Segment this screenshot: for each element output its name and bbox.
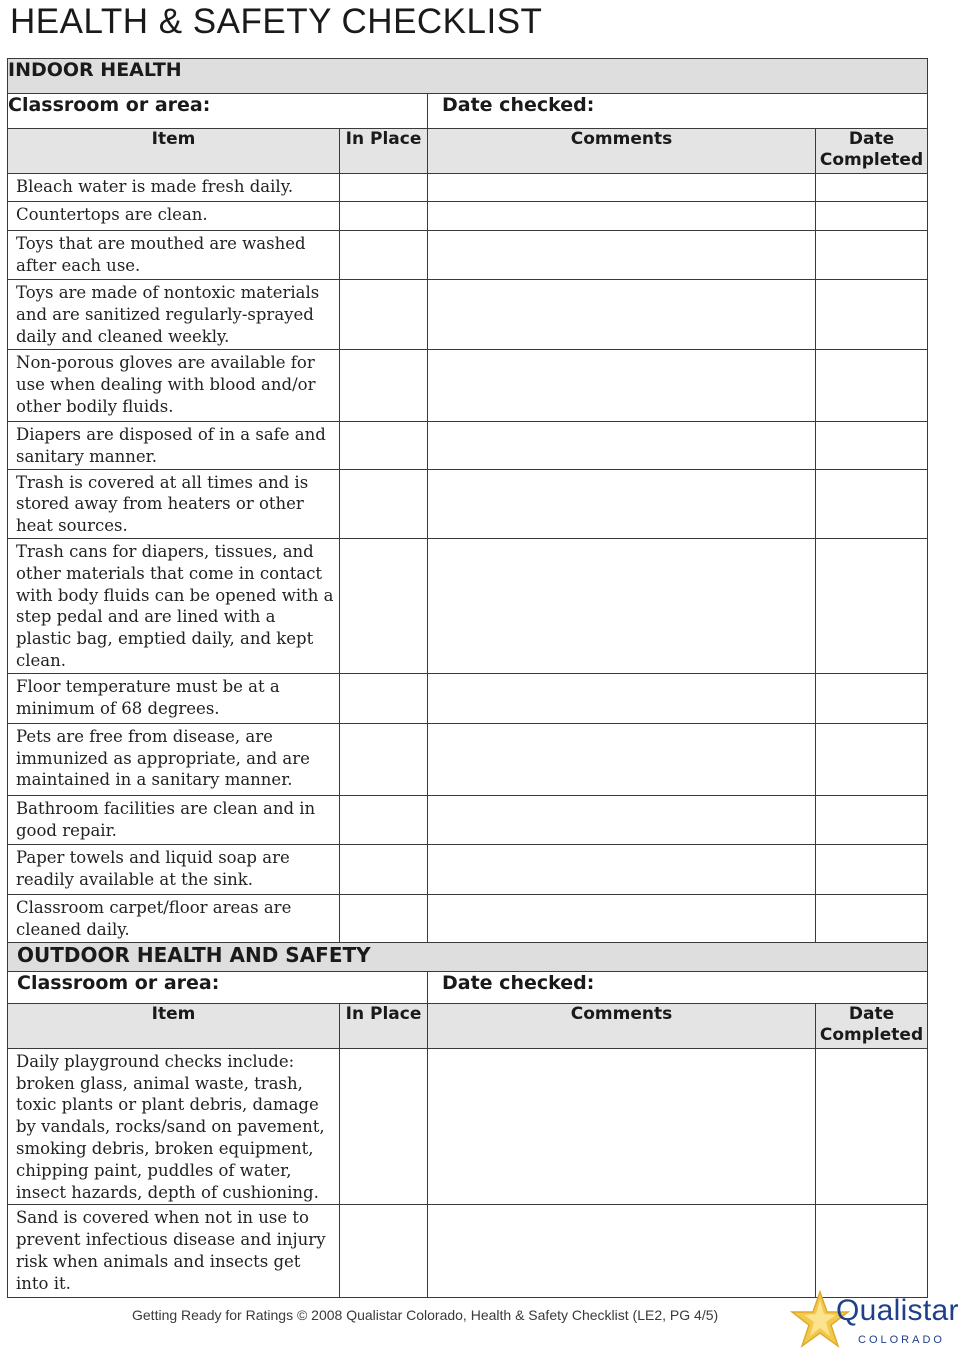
date-completed-cell[interactable] [816, 174, 928, 202]
comments-cell[interactable] [428, 280, 816, 350]
comments-cell[interactable] [428, 231, 816, 280]
checklist-table [7, 58, 928, 1298]
comments-cell[interactable] [428, 1048, 816, 1205]
logo-name: Qualistar [836, 1294, 959, 1327]
date-completed-cell[interactable] [816, 538, 928, 673]
comments-cell[interactable] [428, 894, 816, 942]
date-completed-cell[interactable] [816, 422, 928, 470]
qualistar-logo [790, 1290, 959, 1352]
date-completed-cell[interactable] [816, 469, 928, 538]
table-row [8, 231, 928, 280]
comments-cell[interactable] [428, 202, 816, 231]
indoor-section-title: INDOOR HEALTH [8, 59, 928, 94]
checklist-item: Sand is covered when not in use to prevent infectious disease and injury risk when animals and insects get into it. [8, 1205, 340, 1298]
in-place-cell[interactable] [340, 673, 428, 723]
table-row [8, 174, 928, 202]
outdoor-section-title: OUTDOOR HEALTH AND SAFETY [8, 942, 928, 971]
date-completed-cell[interactable] [816, 231, 928, 280]
checklist-item: Paper towels and liquid soap are readily available at the sink. [8, 844, 340, 894]
date-completed-cell[interactable] [816, 1048, 928, 1205]
table-row [8, 723, 928, 795]
outdoor-column-headers [8, 1003, 928, 1048]
column-header-item: Item [8, 1003, 340, 1048]
date-completed-line-2: Completed [819, 1024, 924, 1045]
date-completed-cell[interactable] [816, 723, 928, 795]
in-place-cell[interactable] [340, 538, 428, 673]
date-completed-cell[interactable] [816, 844, 928, 894]
date-completed-cell[interactable] [816, 795, 928, 844]
table-row [8, 422, 928, 470]
in-place-cell[interactable] [340, 894, 428, 942]
comments-cell[interactable] [428, 350, 816, 422]
comments-cell[interactable] [428, 538, 816, 673]
outdoor-area-row [8, 971, 928, 1003]
checklist-item: Pets are free from disease, are immunized as appropriate, and are maintained in a sanitary manner. [8, 723, 340, 795]
date-completed-line-1: Date [848, 129, 895, 149]
table-row [8, 1205, 928, 1298]
outdoor-date-checked-label[interactable]: Date checked: [428, 971, 928, 1003]
checklist-item: Toys that are mouthed are washed after each use. [8, 231, 340, 280]
date-completed-cell[interactable] [816, 350, 928, 422]
page-title: HEALTH & SAFETY CHECKLIST [10, 2, 543, 41]
date-completed-cell[interactable] [816, 894, 928, 942]
date-completed-cell[interactable] [816, 202, 928, 231]
in-place-cell[interactable] [340, 280, 428, 350]
comments-cell[interactable] [428, 1205, 816, 1298]
in-place-cell[interactable] [340, 350, 428, 422]
in-place-cell[interactable] [340, 202, 428, 231]
checklist-item: Toys are made of nontoxic materials and are sanitized regularly-sprayed daily and cleaned weekly. [8, 280, 340, 350]
table-row [8, 469, 928, 538]
column-header-date-completed [816, 1003, 928, 1048]
indoor-section-header [8, 59, 928, 94]
checklist-item: Trash cans for diapers, tissues, and other materials that come in contact with body fluids can be opened with a step pedal and are lined with a plastic bag, emptied daily, and kept clean. [8, 538, 340, 673]
outdoor-area-label[interactable]: Classroom or area: [8, 971, 428, 1003]
table-row [8, 538, 928, 673]
in-place-cell[interactable] [340, 174, 428, 202]
checklist-item: Bathroom facilities are clean and in good repair. [8, 795, 340, 844]
comments-cell[interactable] [428, 723, 816, 795]
table-row [8, 795, 928, 844]
date-completed-cell[interactable] [816, 280, 928, 350]
column-header-in-place: In Place [340, 129, 428, 174]
footer-text: Getting Ready for Ratings © 2008 Qualistar Colorado, Health & Safety Checklist (LE2, PG 4/5) [132, 1307, 719, 1323]
indoor-column-headers [8, 129, 928, 174]
in-place-cell[interactable] [340, 422, 428, 470]
indoor-area-label[interactable]: Classroom or area: [8, 94, 428, 129]
column-header-date-completed [816, 129, 928, 174]
indoor-area-row [8, 94, 928, 129]
checklist-item: Daily playground checks include: broken glass, animal waste, trash, toxic plants or plant debris, damage by vandals, rocks/sand on pavement, smoking debris, broken equipment, chipping paint, puddles of water, insect hazards, depth of cushioning. [8, 1048, 340, 1205]
comments-cell[interactable] [428, 673, 816, 723]
table-row [8, 202, 928, 231]
date-completed-cell[interactable] [816, 1205, 928, 1298]
checklist-item: Diapers are disposed of in a safe and sanitary manner. [8, 422, 340, 470]
table-row [8, 894, 928, 942]
in-place-cell[interactable] [340, 844, 428, 894]
column-header-item: Item [8, 129, 340, 174]
table-row [8, 1048, 928, 1205]
comments-cell[interactable] [428, 844, 816, 894]
comments-cell[interactable] [428, 795, 816, 844]
column-header-comments: Comments [428, 1003, 816, 1048]
checklist-item: Countertops are clean. [8, 202, 340, 231]
in-place-cell[interactable] [340, 1048, 428, 1205]
comments-cell[interactable] [428, 174, 816, 202]
date-completed-cell[interactable] [816, 673, 928, 723]
table-row [8, 280, 928, 350]
checklist-item: Floor temperature must be at a minimum of 68 degrees. [8, 673, 340, 723]
outdoor-section-header [8, 942, 928, 971]
comments-cell[interactable] [428, 422, 816, 470]
in-place-cell[interactable] [340, 795, 428, 844]
date-completed-line-1: Date [848, 1003, 895, 1024]
in-place-cell[interactable] [340, 231, 428, 280]
date-completed-line-2: Completed [819, 150, 924, 170]
indoor-date-checked-label[interactable]: Date checked: [428, 94, 928, 129]
table-row [8, 350, 928, 422]
checklist-item: Classroom carpet/floor areas are cleaned daily. [8, 894, 340, 942]
checklist-item: Bleach water is made fresh daily. [8, 174, 340, 202]
in-place-cell[interactable] [340, 723, 428, 795]
column-header-in-place: In Place [340, 1003, 428, 1048]
checklist-item: Non-porous gloves are available for use when dealing with blood and/or other bodily fluids. [8, 350, 340, 422]
in-place-cell[interactable] [340, 1205, 428, 1298]
checklist-item: Trash is covered at all times and is stored away from heaters or other heat sources. [8, 469, 340, 538]
comments-cell[interactable] [428, 469, 816, 538]
logo-sub: COLORADO [858, 1334, 945, 1346]
column-header-comments: Comments [428, 129, 816, 174]
in-place-cell[interactable] [340, 469, 428, 538]
table-row [8, 673, 928, 723]
table-row [8, 844, 928, 894]
